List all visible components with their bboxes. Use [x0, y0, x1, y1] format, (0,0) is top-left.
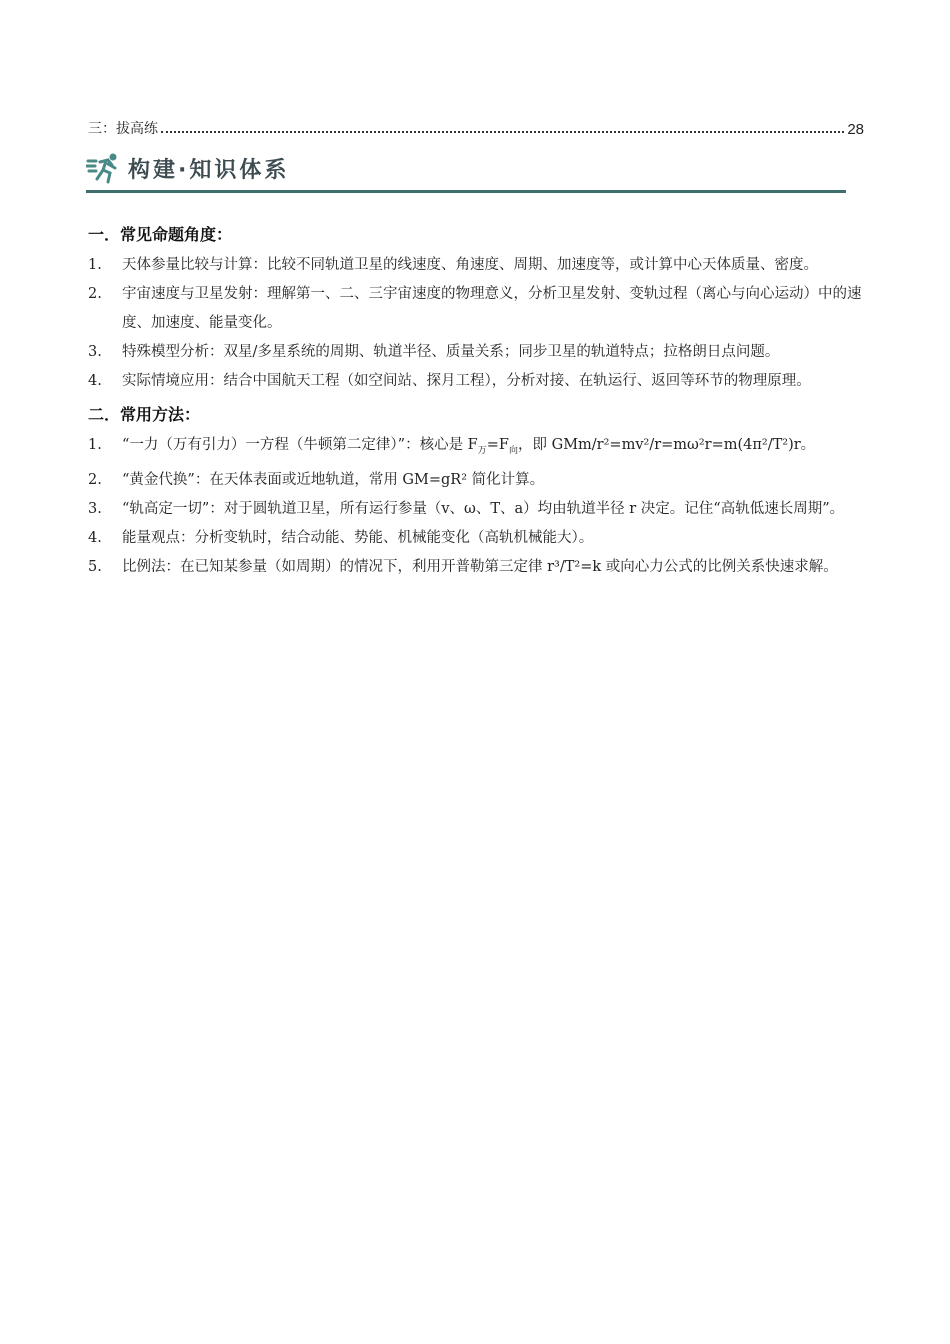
- section-banner: [86, 150, 848, 196]
- list-item: [88, 431, 878, 466]
- list-item-number: 2.: [88, 471, 102, 488]
- list-item-text: “黄金代换”：在天体表面或近地轨道，常用 GM=gR² 简化计算。: [122, 471, 545, 488]
- formula-text-part: ，即 GMm/r²=mv²/r=mω²r=m(4π²/T²)r。: [518, 437, 816, 453]
- list-item-text: 实际情境应用：结合中国航天工程（如空间站、探月工程），分析对接、在轨运行、返回等环节的物理原理。: [122, 373, 811, 389]
- list-item: [88, 524, 878, 553]
- formula-text-part: =F: [486, 437, 509, 453]
- list-item-number: 1.: [88, 257, 102, 273]
- runner-icon: [86, 152, 124, 184]
- list-item: [88, 367, 878, 396]
- list-item: [88, 280, 878, 338]
- list-item-number: 3.: [88, 344, 102, 360]
- subscript-xiang: 向: [508, 445, 518, 456]
- list-item-text: [122, 437, 816, 456]
- list-item: [88, 251, 878, 280]
- list-item-number: 2.: [88, 286, 102, 302]
- list-item-number: 3.: [88, 500, 102, 517]
- formula-text-part: “一力（万有引力）一方程（牛顿第二定律）”：核心是 F: [122, 437, 478, 453]
- toc-page-number: 28: [847, 121, 864, 138]
- list-item-text: “轨高定一切”：对于圆轨道卫星，所有运行参量（v、ω、T、a）均由轨道半径 r 决定。记住“高轨低速长周期”。: [122, 500, 845, 517]
- list-item: [88, 553, 878, 582]
- toc-label: 三：拔高练: [88, 121, 158, 137]
- list-item-text: 比例法：在已知某参量（如周期）的情况下，利用开普勒第三定律 r³/T²=k 或向心力公式的比例关系快速求解。: [122, 558, 838, 575]
- list-item-number: 4.: [88, 373, 102, 389]
- section-heading-common-methods: 二．常用方法：: [88, 405, 201, 424]
- list-item-text: 特殊模型分析：双星/多星系统的周期、轨道半径、质量关系；同步卫星的轨道特点；拉格朗日点问题。: [122, 344, 780, 360]
- toc-entry[interactable]: [88, 116, 864, 138]
- toc-leader-dots: [161, 130, 844, 133]
- banner-underline: [86, 190, 846, 193]
- banner-title: 构建·知识体系: [128, 158, 290, 183]
- list-item-number: 1.: [88, 437, 102, 453]
- main-content: [88, 222, 878, 582]
- section-heading-proposition-angles: 一．常见命题角度：: [88, 225, 233, 244]
- list-item-number: 4.: [88, 529, 102, 546]
- list-item-text: 宇宙速度与卫星发射：理解第一、二、三宇宙速度的物理意义，分析卫星发射、变轨过程（离心与向心运动）中的速度、加速度、能量变化。: [122, 286, 862, 331]
- list-item: [88, 495, 878, 524]
- subscript-wan: 万: [477, 445, 487, 456]
- list-item-number: 5.: [88, 558, 102, 575]
- list-item-text: 能量观点：分析变轨时，结合动能、势能、机械能变化（高轨机械能大）。: [122, 529, 594, 546]
- list-item: [88, 466, 878, 495]
- list-item-text: 天体参量比较与计算：比较不同轨道卫星的线速度、角速度、周期、加速度等，或计算中心天体质量、密度。: [122, 257, 818, 273]
- list-item: [88, 338, 878, 367]
